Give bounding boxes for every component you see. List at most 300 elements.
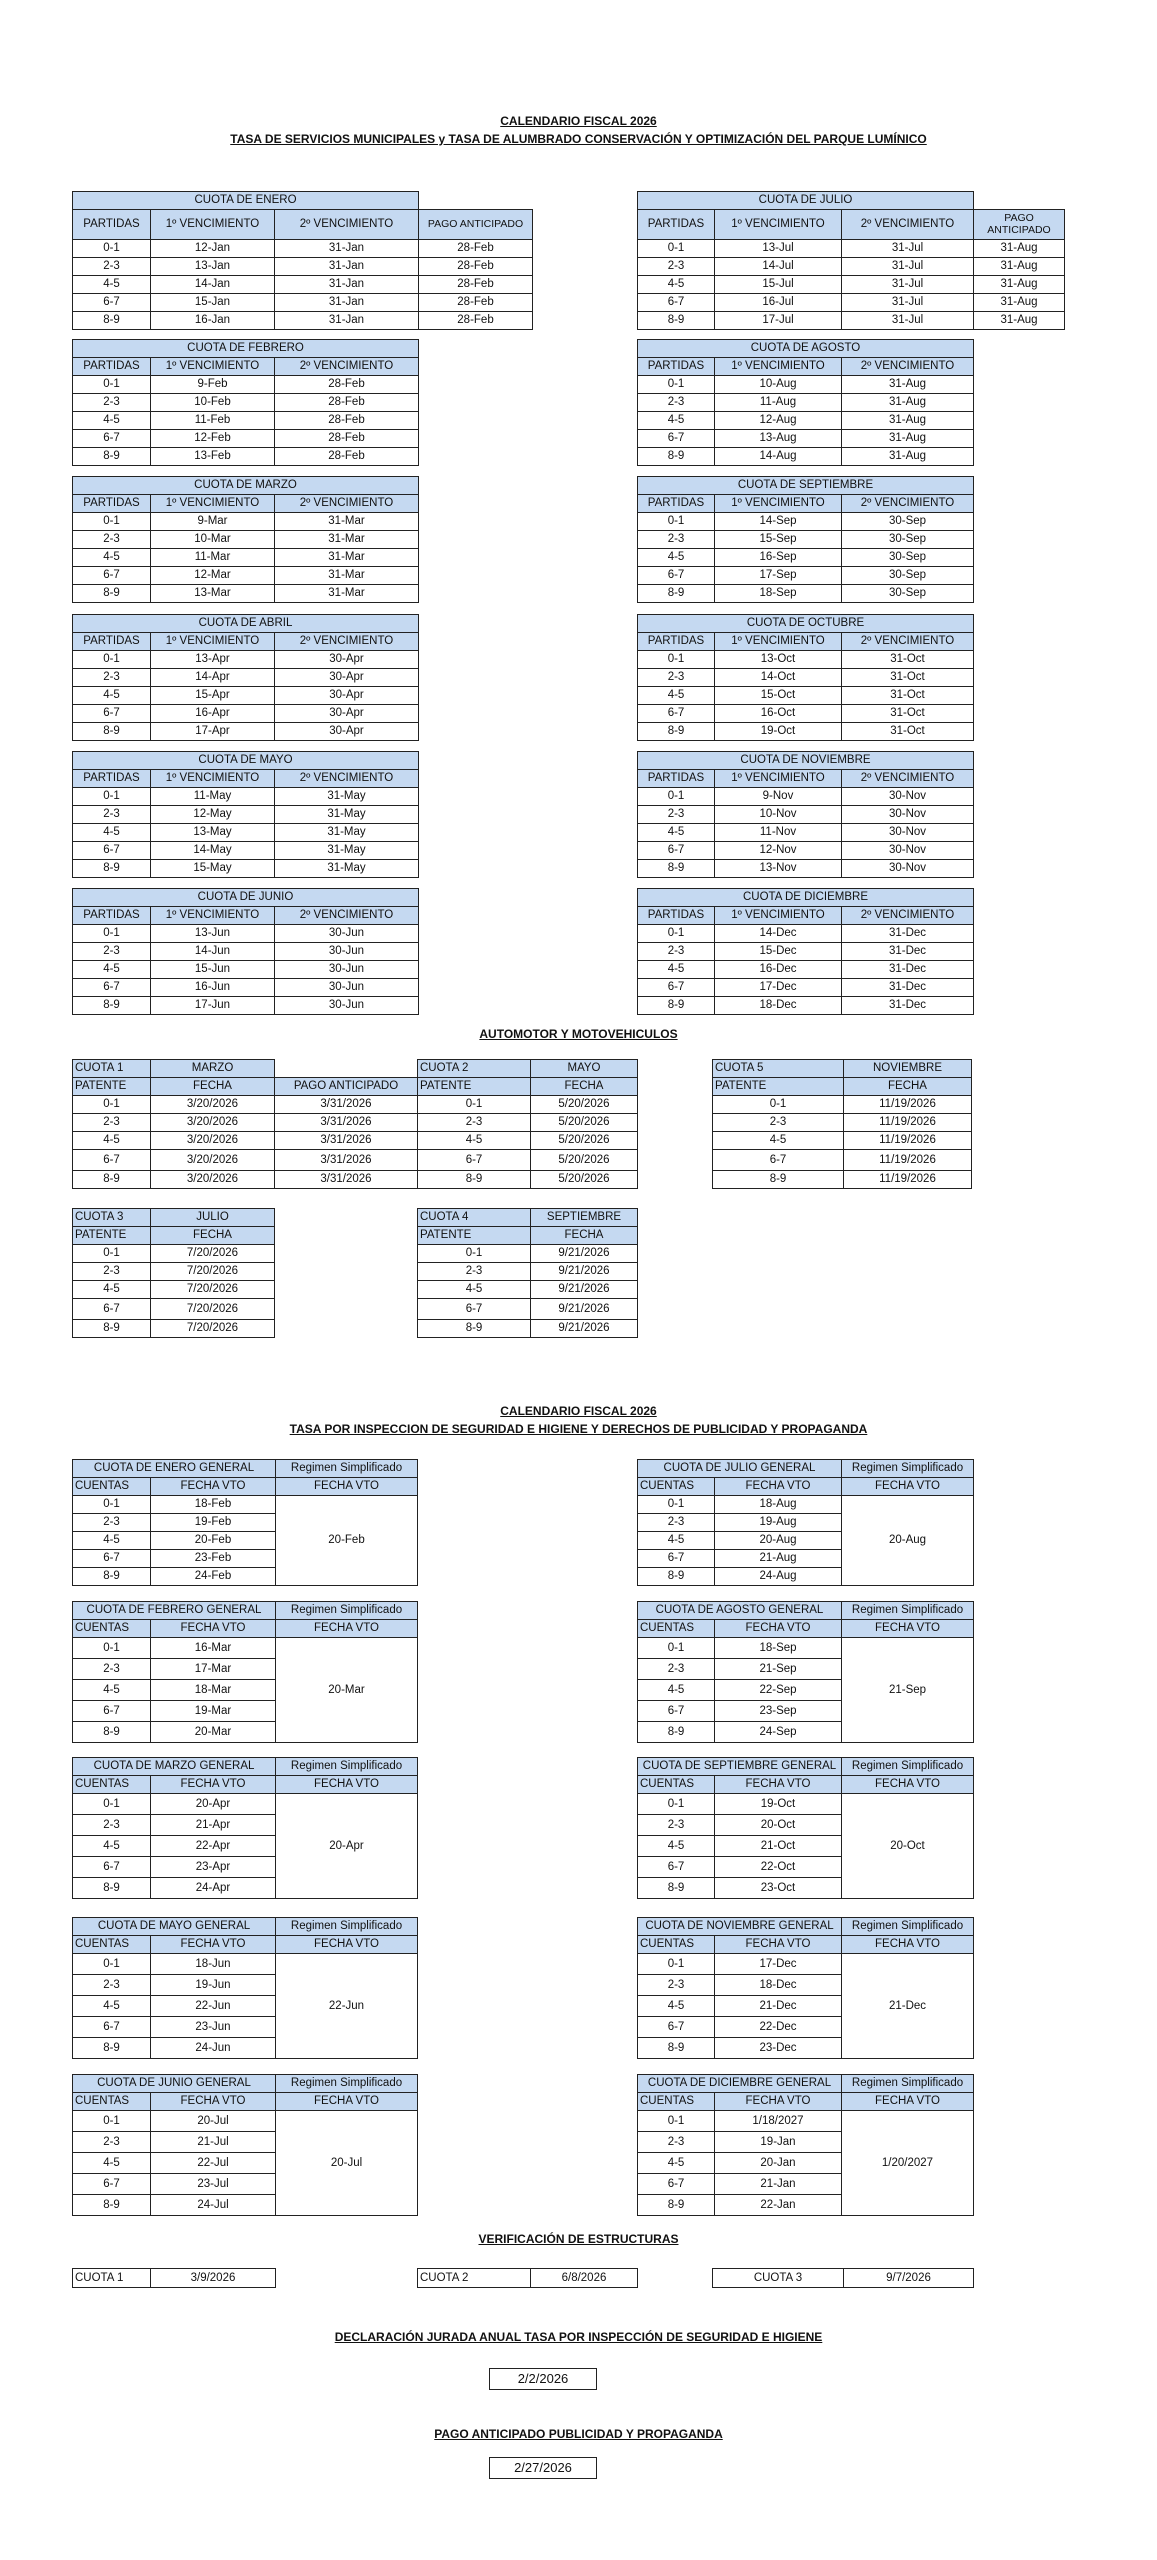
column-header: PAGO ANTICIPADO (419, 210, 533, 240)
cuota-label: CUOTA 4 (418, 1209, 531, 1227)
table-cell: 9/21/2026 (531, 1263, 638, 1281)
table-cell: 4-5 (638, 1532, 715, 1550)
table-cell: 21-Aug (715, 1550, 842, 1568)
table-cell: 31-Dec (842, 979, 974, 997)
table-cell: 0-1 (73, 1096, 151, 1114)
column-header: FECHA VTO (151, 1776, 276, 1794)
table-cell: 0-1 (73, 513, 151, 531)
ish-table-7 (637, 1757, 974, 1899)
table-row (73, 651, 419, 669)
table-cell: 0-1 (638, 788, 715, 806)
table-cell: 2-3 (73, 394, 151, 412)
table-cell: 19-Jan (715, 2132, 842, 2153)
table-title: CUOTA DE MAYO (73, 752, 419, 770)
table-row (73, 448, 419, 466)
column-header: 1º VENCIMIENTO (151, 210, 275, 240)
table-cell: 4-5 (638, 824, 715, 842)
column-header: 1º VENCIMIENTO (151, 770, 275, 788)
table-cell: 14-Jul (715, 258, 842, 276)
column-header: PARTIDAS (73, 907, 151, 925)
table-cell: 6-7 (638, 1550, 715, 1568)
column-header: FECHA VTO (276, 1478, 418, 1496)
cuota-label: CUOTA 2 (418, 1060, 531, 1078)
table-row (638, 925, 974, 943)
table-cell: 8-9 (713, 1171, 844, 1189)
ish-table-8 (637, 1917, 974, 2059)
regimen-date: 20-Mar (276, 1638, 418, 1743)
table-cell: 2-3 (73, 1114, 151, 1132)
table-cell: 6-7 (73, 1299, 151, 1320)
table-cell: 8-9 (73, 312, 151, 330)
table-cell: 24-Jun (151, 2038, 276, 2059)
table-cell: 9/21/2026 (531, 1320, 638, 1338)
table-cell: 6-7 (73, 1550, 151, 1568)
table-row (73, 1132, 418, 1150)
table-cell: 31-May (275, 860, 419, 878)
table-cell: 0-1 (73, 240, 151, 258)
table-cell: 4-5 (638, 1680, 715, 1701)
table-cell: 3/31/2026 (275, 1150, 418, 1171)
table-cell: 8-9 (73, 448, 151, 466)
column-header: 1º VENCIMIENTO (151, 633, 275, 651)
table-cell: 4-5 (638, 961, 715, 979)
cuota-month: NOVIEMBRE (844, 1060, 972, 1078)
table-cell: 30-Jun (275, 925, 419, 943)
column-header: 1º VENCIMIENTO (151, 907, 275, 925)
table-cell: 2-3 (638, 1514, 715, 1532)
table-row (638, 258, 1065, 276)
cuota-month: JULIO (151, 1209, 275, 1227)
table-cell: 23-Dec (715, 2038, 842, 2059)
table-cell: 8-9 (638, 723, 715, 741)
regimen-date: 21-Dec (842, 1954, 974, 2059)
table-cell: 14-Oct (715, 669, 842, 687)
table-row (73, 412, 419, 430)
table-row (638, 2111, 974, 2132)
table-cell: 4-5 (638, 549, 715, 567)
ish-table-9 (637, 2074, 974, 2216)
column-header: 1º VENCIMIENTO (715, 770, 842, 788)
table-row (73, 312, 533, 330)
table-cell: 2-3 (638, 2132, 715, 2153)
table-row (73, 1114, 418, 1132)
table-cell: 31-Jan (275, 312, 419, 330)
ish-table-4 (72, 2074, 418, 2216)
table-row (638, 549, 974, 567)
table-title: CUOTA DE JUNIO (73, 889, 419, 907)
table-cell: 4-5 (638, 1836, 715, 1857)
table-cell: 12-Mar (151, 567, 275, 585)
table-cell: 8-9 (638, 1722, 715, 1743)
table-cell: 11/19/2026 (844, 1132, 972, 1150)
table-cell: 20-Jul (151, 2111, 276, 2132)
column-header: 2º VENCIMIENTO (842, 770, 974, 788)
table-row (638, 531, 974, 549)
table-cell: 0-1 (73, 1794, 151, 1815)
regimen-date: 20-Jul (276, 2111, 418, 2216)
ish-table-3 (72, 1917, 418, 2059)
column-header: CUENTAS (73, 1776, 151, 1794)
cuota-label: CUOTA 3 (73, 1209, 151, 1227)
table-cell: 17-Apr (151, 723, 275, 741)
table-cell: 21-Oct (715, 1836, 842, 1857)
table-cell: 0-1 (713, 1096, 844, 1114)
table-cell: 19-Mar (151, 1701, 276, 1722)
table-row (638, 1638, 974, 1659)
table-cell: 8-9 (638, 997, 715, 1015)
table-cell: 0-1 (73, 651, 151, 669)
table-row (638, 705, 974, 723)
table-cell: 9/21/2026 (531, 1299, 638, 1320)
table-row (638, 669, 974, 687)
table-cell: 18-Mar (151, 1680, 276, 1701)
table-cell: 13-May (151, 824, 275, 842)
table-cell: 2-3 (73, 669, 151, 687)
table-cell: 4-5 (713, 1132, 844, 1150)
table-cell: 31-Mar (275, 513, 419, 531)
automotor-table-2 (712, 1059, 972, 1189)
column-header: 2º VENCIMIENTO (842, 907, 974, 925)
table-cell: 15-Sep (715, 531, 842, 549)
table-cell: 14-Jun (151, 943, 275, 961)
table-row (418, 1114, 638, 1132)
table-cell: 19-Jun (151, 1975, 276, 1996)
blank-cell (419, 192, 533, 210)
table-cell: 8-9 (73, 1171, 151, 1189)
table-cell: 2-3 (73, 943, 151, 961)
table-cell: 4-5 (73, 1132, 151, 1150)
table-cell: 18-Dec (715, 1975, 842, 1996)
table-row (73, 788, 419, 806)
table-cell: 23-Feb (151, 1550, 276, 1568)
table-row (638, 1954, 974, 1975)
table-row (418, 1171, 638, 1189)
tsm-table-3 (72, 614, 419, 741)
table-cell: 30-Sep (842, 549, 974, 567)
table-row (73, 294, 533, 312)
table-row (73, 806, 419, 824)
column-header: FECHA VTO (842, 1620, 974, 1638)
table-cell: 15-Dec (715, 943, 842, 961)
column-header: 1º VENCIMIENTO (151, 358, 275, 376)
table-cell: 17-Sep (715, 567, 842, 585)
table-cell: 30-Jun (275, 979, 419, 997)
table-row (418, 1320, 638, 1338)
table-row (73, 1794, 418, 1815)
table-cell: 18-Sep (715, 585, 842, 603)
table-cell: 6-7 (638, 1857, 715, 1878)
table-cell: 4-5 (638, 687, 715, 705)
table-row (73, 723, 419, 741)
table-cell: 28-Feb (275, 376, 419, 394)
table-cell: 31-Mar (275, 531, 419, 549)
table-row (713, 1096, 972, 1114)
regimen-label: Regimen Simplificado (842, 1758, 974, 1776)
table-cell: 4-5 (73, 2153, 151, 2174)
column-header: FECHA VTO (715, 1478, 842, 1496)
table-cell: 13-Aug (715, 430, 842, 448)
table-cell: 4-5 (638, 1996, 715, 2017)
table-row (638, 723, 974, 741)
table-cell: 31-Jul (842, 258, 974, 276)
table-cell: 12-Aug (715, 412, 842, 430)
table-cell: 2-3 (73, 531, 151, 549)
column-header: CUENTAS (638, 1478, 715, 1496)
column-header: FECHA VTO (842, 2093, 974, 2111)
table-cell: 23-Oct (715, 1878, 842, 1899)
table-cell: 16-Sep (715, 549, 842, 567)
table-cell: 2-3 (73, 1815, 151, 1836)
table-cell: 28-Feb (419, 276, 533, 294)
table-row (73, 842, 419, 860)
column-header: FECHA VTO (151, 1936, 276, 1954)
table-cell: 20-Mar (151, 1722, 276, 1743)
table-cell: 4-5 (73, 687, 151, 705)
table-cell: 2-3 (638, 1659, 715, 1680)
table-cell: 6-7 (73, 979, 151, 997)
regimen-label: Regimen Simplificado (276, 1460, 418, 1478)
table-row (713, 1132, 972, 1150)
ish-table-1 (72, 1601, 418, 1743)
table-row (73, 1954, 418, 1975)
column-header: PARTIDAS (73, 358, 151, 376)
table-cell: 6-7 (638, 567, 715, 585)
column-header: FECHA VTO (842, 1936, 974, 1954)
table-cell: 4-5 (418, 1132, 531, 1150)
table-cell: 4-5 (73, 824, 151, 842)
regimen-date: 22-Jun (276, 1954, 418, 2059)
table-cell: 12-Jan (151, 240, 275, 258)
column-header: FECHA VTO (842, 1478, 974, 1496)
table-cell: 31-Aug (842, 412, 974, 430)
table-cell: 5/20/2026 (531, 1132, 638, 1150)
table-cell: 2-3 (418, 1114, 531, 1132)
column-header: 2º VENCIMIENTO (275, 633, 419, 651)
column-header: CUENTAS (638, 1936, 715, 1954)
table-cell: 31-Dec (842, 997, 974, 1015)
regimen-label: Regimen Simplificado (842, 1602, 974, 1620)
column-header: FECHA VTO (842, 1776, 974, 1794)
column-header: PATENTE (73, 1227, 151, 1245)
cuota-label: CUOTA 1 (73, 1060, 151, 1078)
table-cell: 3/20/2026 (151, 1150, 275, 1171)
table-cell: 4-5 (73, 1680, 151, 1701)
table-cell: 12-May (151, 806, 275, 824)
table-cell: 13-Apr (151, 651, 275, 669)
table-cell: 30-Apr (275, 651, 419, 669)
column-header: CUENTAS (73, 1478, 151, 1496)
table-cell: 2-3 (638, 1975, 715, 1996)
regimen-date: 1/20/2027 (842, 2111, 974, 2216)
table-cell: 4-5 (638, 2153, 715, 2174)
column-header: FECHA (531, 1078, 638, 1096)
table-cell: 31-Jan (275, 276, 419, 294)
table-cell: 6-7 (73, 294, 151, 312)
column-header: FECHA VTO (151, 1620, 276, 1638)
table-cell: 8-9 (73, 2195, 151, 2216)
table-row (73, 1320, 275, 1338)
table-cell: 31-May (275, 788, 419, 806)
table-cell: 0-1 (638, 651, 715, 669)
table-cell: 4-5 (638, 276, 715, 294)
table-cell: 5/20/2026 (531, 1114, 638, 1132)
table-cell: 8-9 (638, 1878, 715, 1899)
table-cell: 0-1 (638, 925, 715, 943)
column-header: CUENTAS (73, 1936, 151, 1954)
table-row (73, 943, 419, 961)
table-cell: 11-Feb (151, 412, 275, 430)
table-title: CUOTA DE AGOSTO GENERAL (638, 1602, 842, 1620)
table-row (73, 1096, 418, 1114)
column-header: FECHA VTO (715, 1776, 842, 1794)
table-title: CUOTA DE DICIEMBRE GENERAL (638, 2075, 842, 2093)
table-cell: 31-Jul (842, 240, 974, 258)
table-cell: 6-7 (418, 1150, 531, 1171)
table-cell: 23-Apr (151, 1857, 276, 1878)
table-cell: 5/20/2026 (531, 1171, 638, 1189)
table-row (638, 943, 974, 961)
table-cell: 8-9 (418, 1320, 531, 1338)
table-title: CUOTA DE FEBRERO (73, 340, 419, 358)
column-header: PAGO ANTICIPADO (275, 1078, 418, 1096)
table-title: CUOTA DE SEPTIEMBRE GENERAL (638, 1758, 842, 1776)
table-cell: 31-Aug (842, 394, 974, 412)
table-row (73, 961, 419, 979)
table-cell: 31-Dec (842, 925, 974, 943)
column-header: 1º VENCIMIENTO (715, 210, 842, 240)
table-row (638, 788, 974, 806)
table-row (638, 651, 974, 669)
table-cell: 3/31/2026 (275, 1096, 418, 1114)
tsm-table-5 (72, 888, 419, 1015)
table-cell: 30-Apr (275, 705, 419, 723)
table-row (638, 412, 974, 430)
table-cell: 5/20/2026 (531, 1150, 638, 1171)
table-cell: 30-Sep (842, 513, 974, 531)
table-title: CUOTA DE OCTUBRE (638, 615, 974, 633)
table-cell: 11-Mar (151, 549, 275, 567)
table-cell: 4-5 (73, 1996, 151, 2017)
column-header: FECHA (844, 1078, 972, 1096)
table-cell: 20-Aug (715, 1532, 842, 1550)
table-cell: 18-Sep (715, 1638, 842, 1659)
blank-cell (275, 1060, 418, 1078)
table-cell: 15-Apr (151, 687, 275, 705)
table-cell: 11-May (151, 788, 275, 806)
column-header: 2º VENCIMIENTO (842, 358, 974, 376)
table-cell: 14-May (151, 842, 275, 860)
table-cell: 20-Oct (715, 1815, 842, 1836)
automotor-table-1 (417, 1059, 638, 1189)
table-cell: 13-Mar (151, 585, 275, 603)
ish-table-5 (637, 1459, 974, 1586)
table-cell: 0-1 (73, 1954, 151, 1975)
table-cell: 16-Mar (151, 1638, 276, 1659)
table-cell: 3/31/2026 (275, 1114, 418, 1132)
table-cell: 31-Jan (275, 258, 419, 276)
table-cell: 2-3 (638, 669, 715, 687)
column-header: FECHA VTO (276, 2093, 418, 2111)
table-cell: 6-7 (73, 2017, 151, 2038)
table-cell: 18-Jun (151, 1954, 276, 1975)
table-row (73, 824, 419, 842)
automotor-table-4 (417, 1208, 638, 1338)
table-cell: 0-1 (73, 376, 151, 394)
column-header: 1º VENCIMIENTO (715, 633, 842, 651)
table-cell: 8-9 (73, 997, 151, 1015)
column-header: FECHA VTO (151, 1478, 276, 1496)
table-row (713, 1171, 972, 1189)
table-cell: 30-Nov (842, 824, 974, 842)
table-cell: 17-Dec (715, 979, 842, 997)
table-cell: 28-Feb (275, 394, 419, 412)
table-row (73, 276, 533, 294)
table-cell: 31-Jan (275, 240, 419, 258)
column-header: CUENTAS (73, 1620, 151, 1638)
table-cell: 6-7 (638, 294, 715, 312)
table-row (713, 1114, 972, 1132)
automotor-table-0 (72, 1059, 418, 1189)
table-cell: 19-Oct (715, 723, 842, 741)
table-cell: 1/18/2027 (715, 2111, 842, 2132)
table-cell: 8-9 (638, 585, 715, 603)
cuota-label: CUOTA 5 (713, 1060, 844, 1078)
table-row (73, 430, 419, 448)
table-cell: 11/19/2026 (844, 1171, 972, 1189)
table-cell: 16-Dec (715, 961, 842, 979)
cuota-date: 3/9/2026 (151, 2269, 276, 2288)
table-cell: 6-7 (638, 842, 715, 860)
table-cell: 31-Aug (974, 258, 1065, 276)
table-cell: 19-Oct (715, 1794, 842, 1815)
table-cell: 0-1 (73, 925, 151, 943)
table-title: CUOTA DE JULIO (638, 192, 974, 210)
table-cell: 6-7 (638, 430, 715, 448)
table-cell: 18-Dec (715, 997, 842, 1015)
column-header: PARTIDAS (73, 495, 151, 513)
table-cell: 0-1 (638, 1496, 715, 1514)
table-row (638, 997, 974, 1015)
tsm-table-4 (72, 751, 419, 878)
table-cell: 10-Nov (715, 806, 842, 824)
declaracion-title: DECLARACIÓN JURADA ANUAL TASA POR INSPECCIÓN DE SEGURIDAD E HIGIENE (334, 2330, 823, 2344)
table-cell: 6-7 (73, 1150, 151, 1171)
table-cell: 6-7 (73, 567, 151, 585)
table-cell: 31-Oct (842, 669, 974, 687)
table-cell: 30-Jun (275, 943, 419, 961)
column-header: PATENTE (418, 1078, 531, 1096)
table-cell: 4-5 (73, 276, 151, 294)
regimen-date: 20-Aug (842, 1496, 974, 1586)
column-header: 1º VENCIMIENTO (151, 495, 275, 513)
tsm-table-6 (637, 191, 1065, 330)
column-header: PATENTE (73, 1078, 151, 1096)
regimen-date: 20-Apr (276, 1794, 418, 1899)
table-row (73, 669, 419, 687)
table-cell: 24-Jul (151, 2195, 276, 2216)
table-cell: 6-7 (73, 842, 151, 860)
column-header: FECHA VTO (151, 2093, 276, 2111)
table-cell: 4-5 (418, 1281, 531, 1299)
table-cell: 13-Feb (151, 448, 275, 466)
table-cell: 8-9 (638, 2038, 715, 2059)
table-cell: 2-3 (418, 1263, 531, 1281)
table-cell: 4-5 (73, 961, 151, 979)
table-cell: 14-Apr (151, 669, 275, 687)
table-cell: 31-Mar (275, 567, 419, 585)
verificacion-cuota-2 (417, 2268, 638, 2288)
table-cell: 22-Jan (715, 2195, 842, 2216)
